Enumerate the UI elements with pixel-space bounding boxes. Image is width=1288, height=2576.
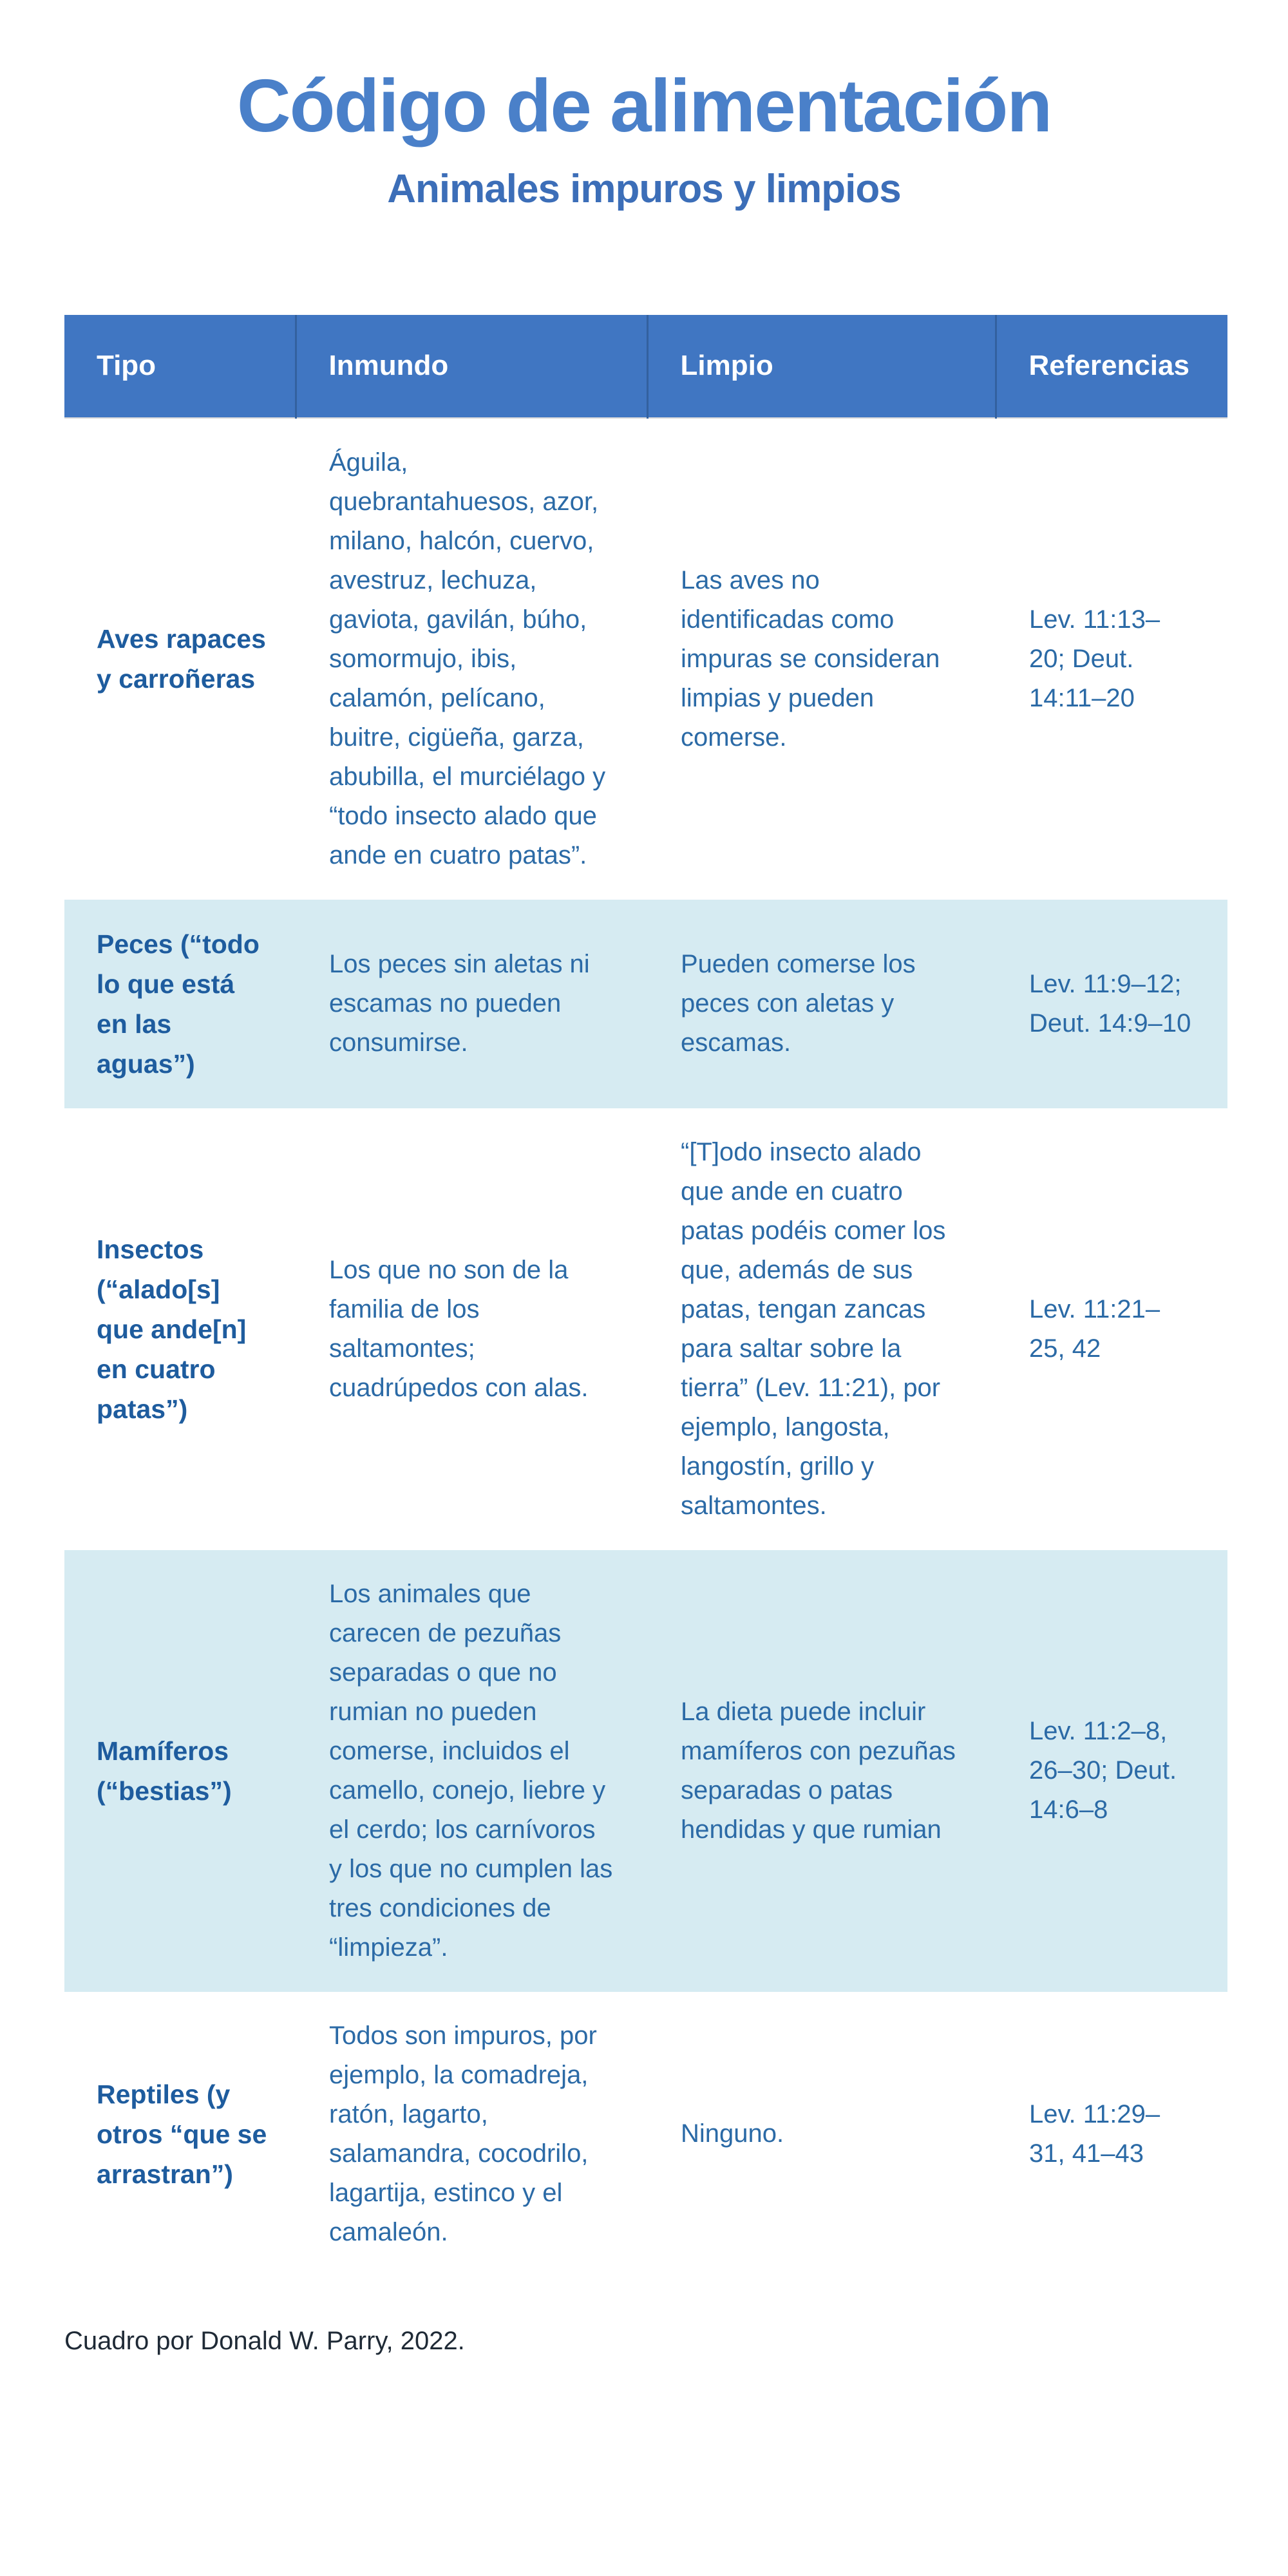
column-header-limpio: Limpio bbox=[647, 315, 996, 418]
cell-limpio-peces: Pueden comerse los peces con aletas y escamas. bbox=[681, 950, 916, 1057]
cell-referencias-peces: Lev. 11:9–12; Deut. 14:9–10 bbox=[1029, 969, 1191, 1037]
column-header-referencias: Referencias bbox=[996, 315, 1227, 418]
table-row-peces bbox=[64, 900, 1227, 1108]
cell-inmundo-peces: Los peces sin aletas ni escamas no pueden consumirse. bbox=[329, 950, 590, 1057]
cell-limpio-aves: Las aves no identificadas como impuras se consideran limpias y pueden comerse. bbox=[681, 565, 940, 752]
cell-tipo-reptiles: Reptiles (y otros “que se arrastran”) bbox=[97, 2079, 267, 2189]
cell-inmundo-reptiles: Todos son impuros, por ejemplo, la comadreja, ratón, lagarto, salamandra, cocodrilo, lagartija, estinco y el camaleón. bbox=[329, 2021, 597, 2246]
cell-limpio-insectos: “[T]odo insecto alado que ande en cuatro patas podéis comer los que, además de sus patas, tengan zancas para saltar sobre la tierra” (Lev. 11:21), por ejemplo, langosta, langostín, grillo y saltamontes. bbox=[681, 1137, 946, 1520]
page-subtitle: Animales impuros y limpios bbox=[387, 166, 901, 211]
page-title: Código de alimentación bbox=[236, 64, 1052, 147]
cell-referencias-aves: Lev. 11:13–20; Deut. 14:11–20 bbox=[1029, 605, 1160, 712]
table-row-mamiferos bbox=[64, 1550, 1227, 1992]
cell-tipo-mamiferos: Mamíferos (“bestias”) bbox=[97, 1736, 232, 1806]
cell-tipo-aves: Aves rapaces y carroñeras bbox=[97, 624, 266, 694]
column-header-inmundo: Inmundo bbox=[296, 315, 647, 418]
cell-inmundo-mamiferos: Los animales que carecen de pezuñas separadas o que no rumian no pueden comerse, incluidos el camello, conejo, liebre y el cerdo; los carnívoros y los que no cumplen las tres condiciones de “limpieza”. bbox=[329, 1579, 613, 1962]
cell-inmundo-insectos: Los que no son de la familia de los saltamontes; cuadrúpedos con alas. bbox=[329, 1255, 589, 1402]
food-code-table bbox=[64, 315, 1227, 2277]
table-header-row bbox=[64, 315, 1227, 418]
table-row-aves bbox=[64, 418, 1227, 900]
cell-tipo-insectos: Insectos (“alado[s] que ande[n] en cuatro patas”) bbox=[97, 1234, 247, 1424]
column-header-tipo: Tipo bbox=[64, 315, 296, 418]
cell-referencias-mamiferos: Lev. 11:2–8, 26–30; Deut. 14:6–8 bbox=[1029, 1717, 1177, 1824]
cell-inmundo-aves: Águila, quebrantahuesos, azor, milano, halcón, cuervo, avestruz, lechuza, gaviota, gavilán, búho, somormujo, ibis, calamón, pelícano, buitre, cigüeña, garza, abubilla, el murciélago y “todo insecto alado que ande en cuatro patas”. bbox=[329, 448, 606, 869]
cell-limpio-reptiles: Ninguno. bbox=[681, 2119, 784, 2148]
table-row-insectos bbox=[64, 1108, 1227, 1550]
footer-credit: Cuadro por Donald W. Parry, 2022. bbox=[64, 2326, 465, 2355]
cell-referencias-reptiles: Lev. 11:29–31, 41–43 bbox=[1029, 2099, 1160, 2168]
cell-tipo-peces: Peces (“todo lo que está en las aguas”) bbox=[97, 929, 260, 1079]
table-row-reptiles bbox=[64, 1992, 1227, 2277]
cell-limpio-mamiferos: La dieta puede incluir mamíferos con pezuñas separadas o patas hendidas y que rumian bbox=[681, 1697, 956, 1844]
cell-referencias-insectos: Lev. 11:21–25, 42 bbox=[1029, 1294, 1160, 1363]
